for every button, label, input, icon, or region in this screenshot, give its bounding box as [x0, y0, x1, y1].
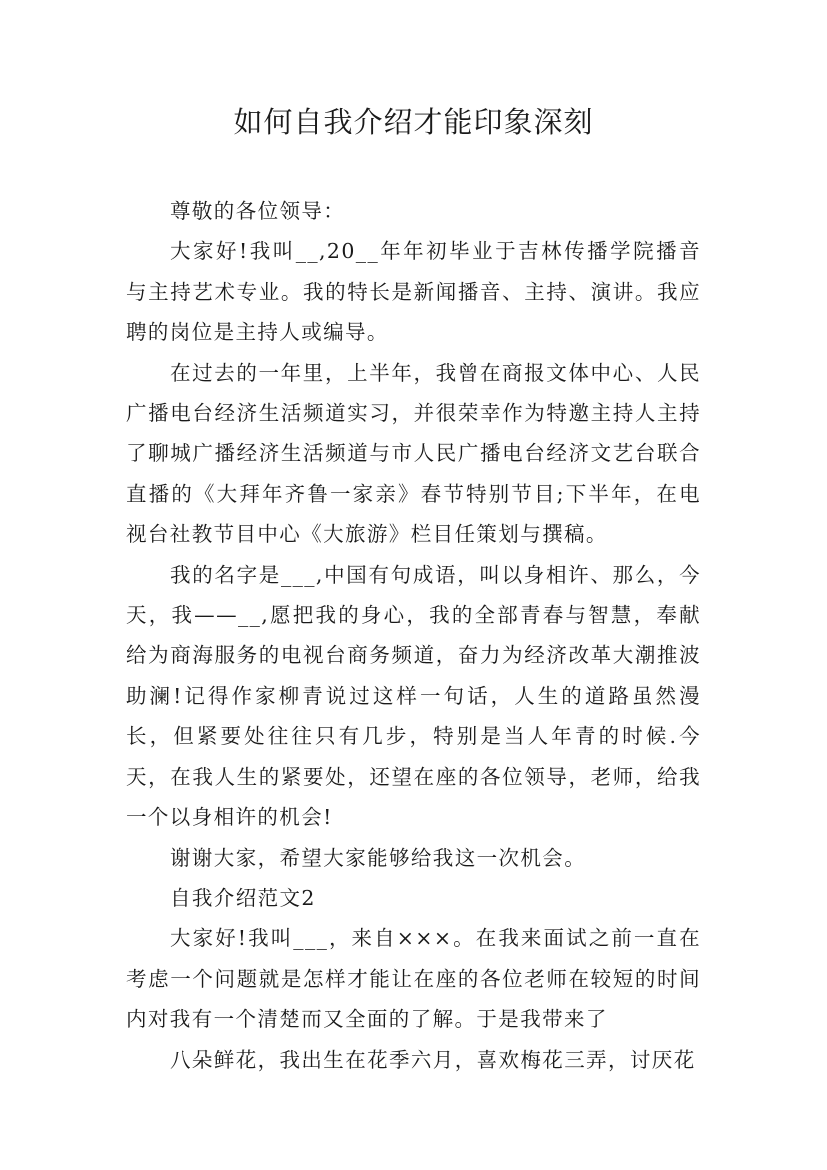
paragraph-sample-2-flowers: 八朵鲜花，我出生在花季六月，喜欢梅花三弄，讨厌花: [170, 1047, 696, 1072]
paragraph-salutation: 尊敬的各位领导：: [170, 199, 346, 223]
paragraph-sample-2-intro: 大家好!我叫___，来自×××。在我来面试之前一直在考虑一个问题就是怎样才能让在座的各位老师在较短的时间内对我有一个清楚而又全面的了解。于是我带来了: [126, 926, 701, 1032]
paragraph-thanks: 谢谢大家，希望大家能够给我这一次机会。: [170, 845, 587, 870]
document-title: 如何自我介绍才能印象深刻: [233, 105, 594, 139]
paragraph-introduction: 大家好!我叫__,20__年年初毕业于吉林传播学院播音与主持艺术专业。我的特长是新闻播音、主持、演讲。我应聘的岗位是主持人或编导。: [126, 239, 701, 345]
paragraph-aspiration: 我的名字是___,中国有句成语，叫以身相许、那么，今天，我——__,愿把我的身心，我的全部青春与智慧，奉献给为商海服务的电视台商务频道，奋力为经济改革大潮推波助澜!记得作家柳青说过这样一句话，人生的道路虽然漫长，但紧要处往往只有几步，特别是当人年青的时候.今天，在我人生的紧要处，还望在座的各位领导，老师，给我一个以身相许的机会!: [126, 562, 701, 830]
paragraph-experience: 在过去的一年里，上半年，我曾在商报文体中心、人民广播电台经济生活频道实习，并很荣幸作为特邀主持人主持了聊城广播经济生活频道与市人民广播电台经济文艺台联合直播的《大拜年齐鲁一家亲》春节特别节目;下半年，在电视台社教节目中心《大旅游》栏目任策划与撰稿。: [126, 360, 701, 547]
document-body: [126, 191, 701, 1080]
section-heading-sample-2: 自我介绍范文2: [170, 885, 316, 910]
